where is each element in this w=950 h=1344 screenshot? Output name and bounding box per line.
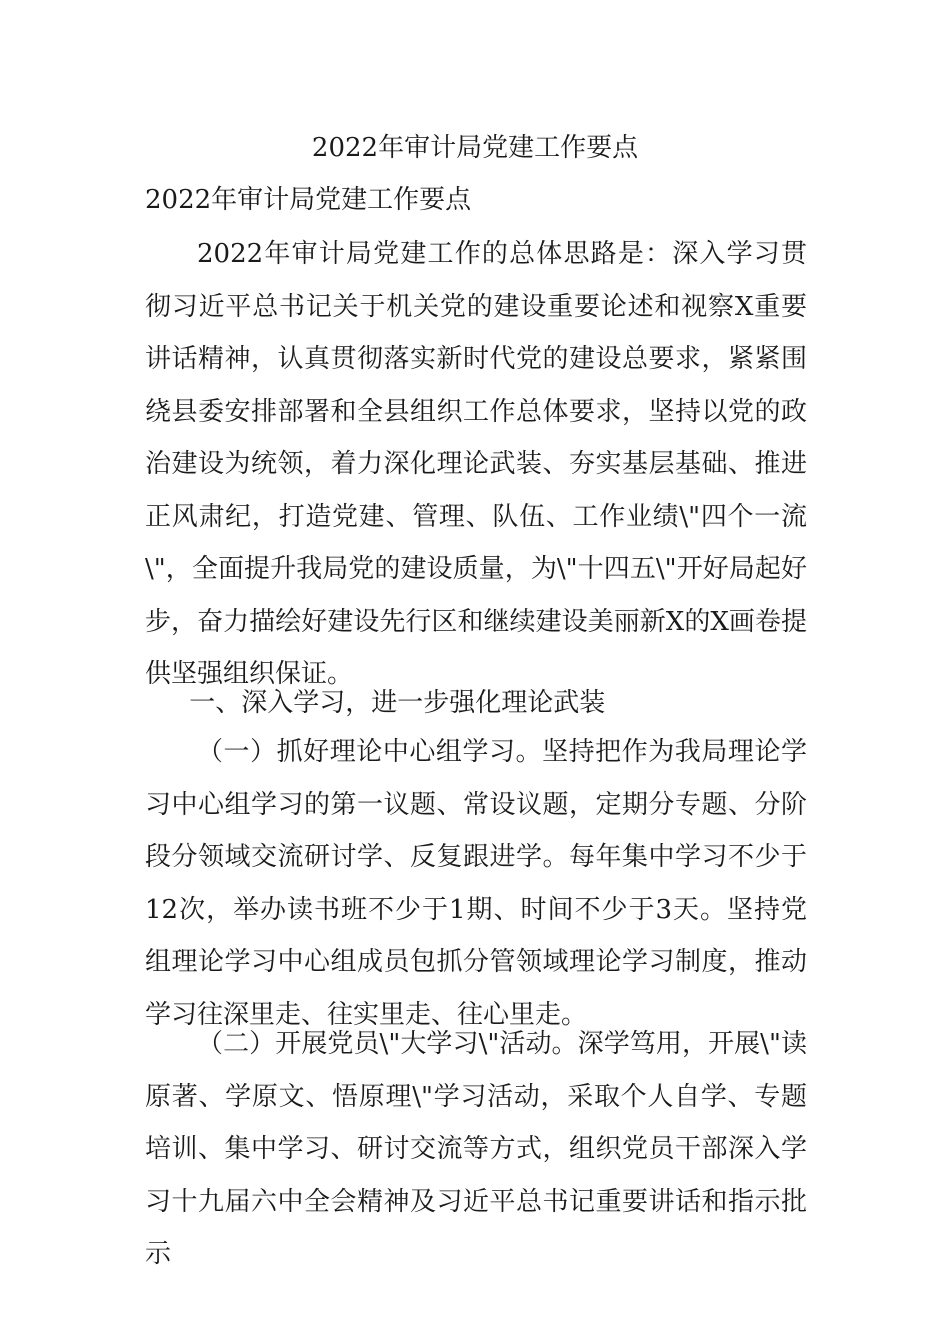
document-subtitle: 2022年审计局党建工作要点 <box>145 185 472 215</box>
item-paragraph-1: （一）抓好理论中心组学习。坚持把作为我局理论学习中心组学习的第一议题、常设议题，定期分专题、分阶段分领域交流研讨学、反复跟进学。每年集中学习不少于12次，举办读书班不少于1期、时间不少于3天。坚持党组理论学习中心组成员包抓分管领域理论学习制度，推动学习往深里走、往实里走、往心里走。 <box>145 737 807 1030</box>
page-title: 2022年审计局党建工作要点 <box>311 133 639 163</box>
intro-paragraph: 2022年审计局党建工作的总体思路是：深入学习贯彻习近平总书记关于机关党的建设重要论述和视察X重要讲话精神，认真贯彻落实新时代党的建设总要求，紧紧围绕县委安排部署和全县组织工作总体要求，坚持以党的政治建设为统领，着力深化理论武装、夯实基层基础、推进正风肃纪，打造党建、管理、队伍、工作业绩\"四个一流\"，全面提升我局党的建设质量，为\"十四五\"开好局起好步，奋力描绘好建设先行区和继续建设美丽新X的X画卷提供坚强组织保证。 <box>145 239 807 689</box>
item-paragraph-2: （二）开展党员\"大学习\"活动。深学笃用，开展\"读原著、学原文、悟原理\"学习活动，采取个人自学、专题培训、集中学习、研讨交流等方式，组织党员干部深入学习十九届六中全会精神及习近平总书记重要讲话和指示批示 <box>145 1029 807 1269</box>
section-heading-1: 一、深入学习，进一步强化理论武装 <box>189 688 606 718</box>
